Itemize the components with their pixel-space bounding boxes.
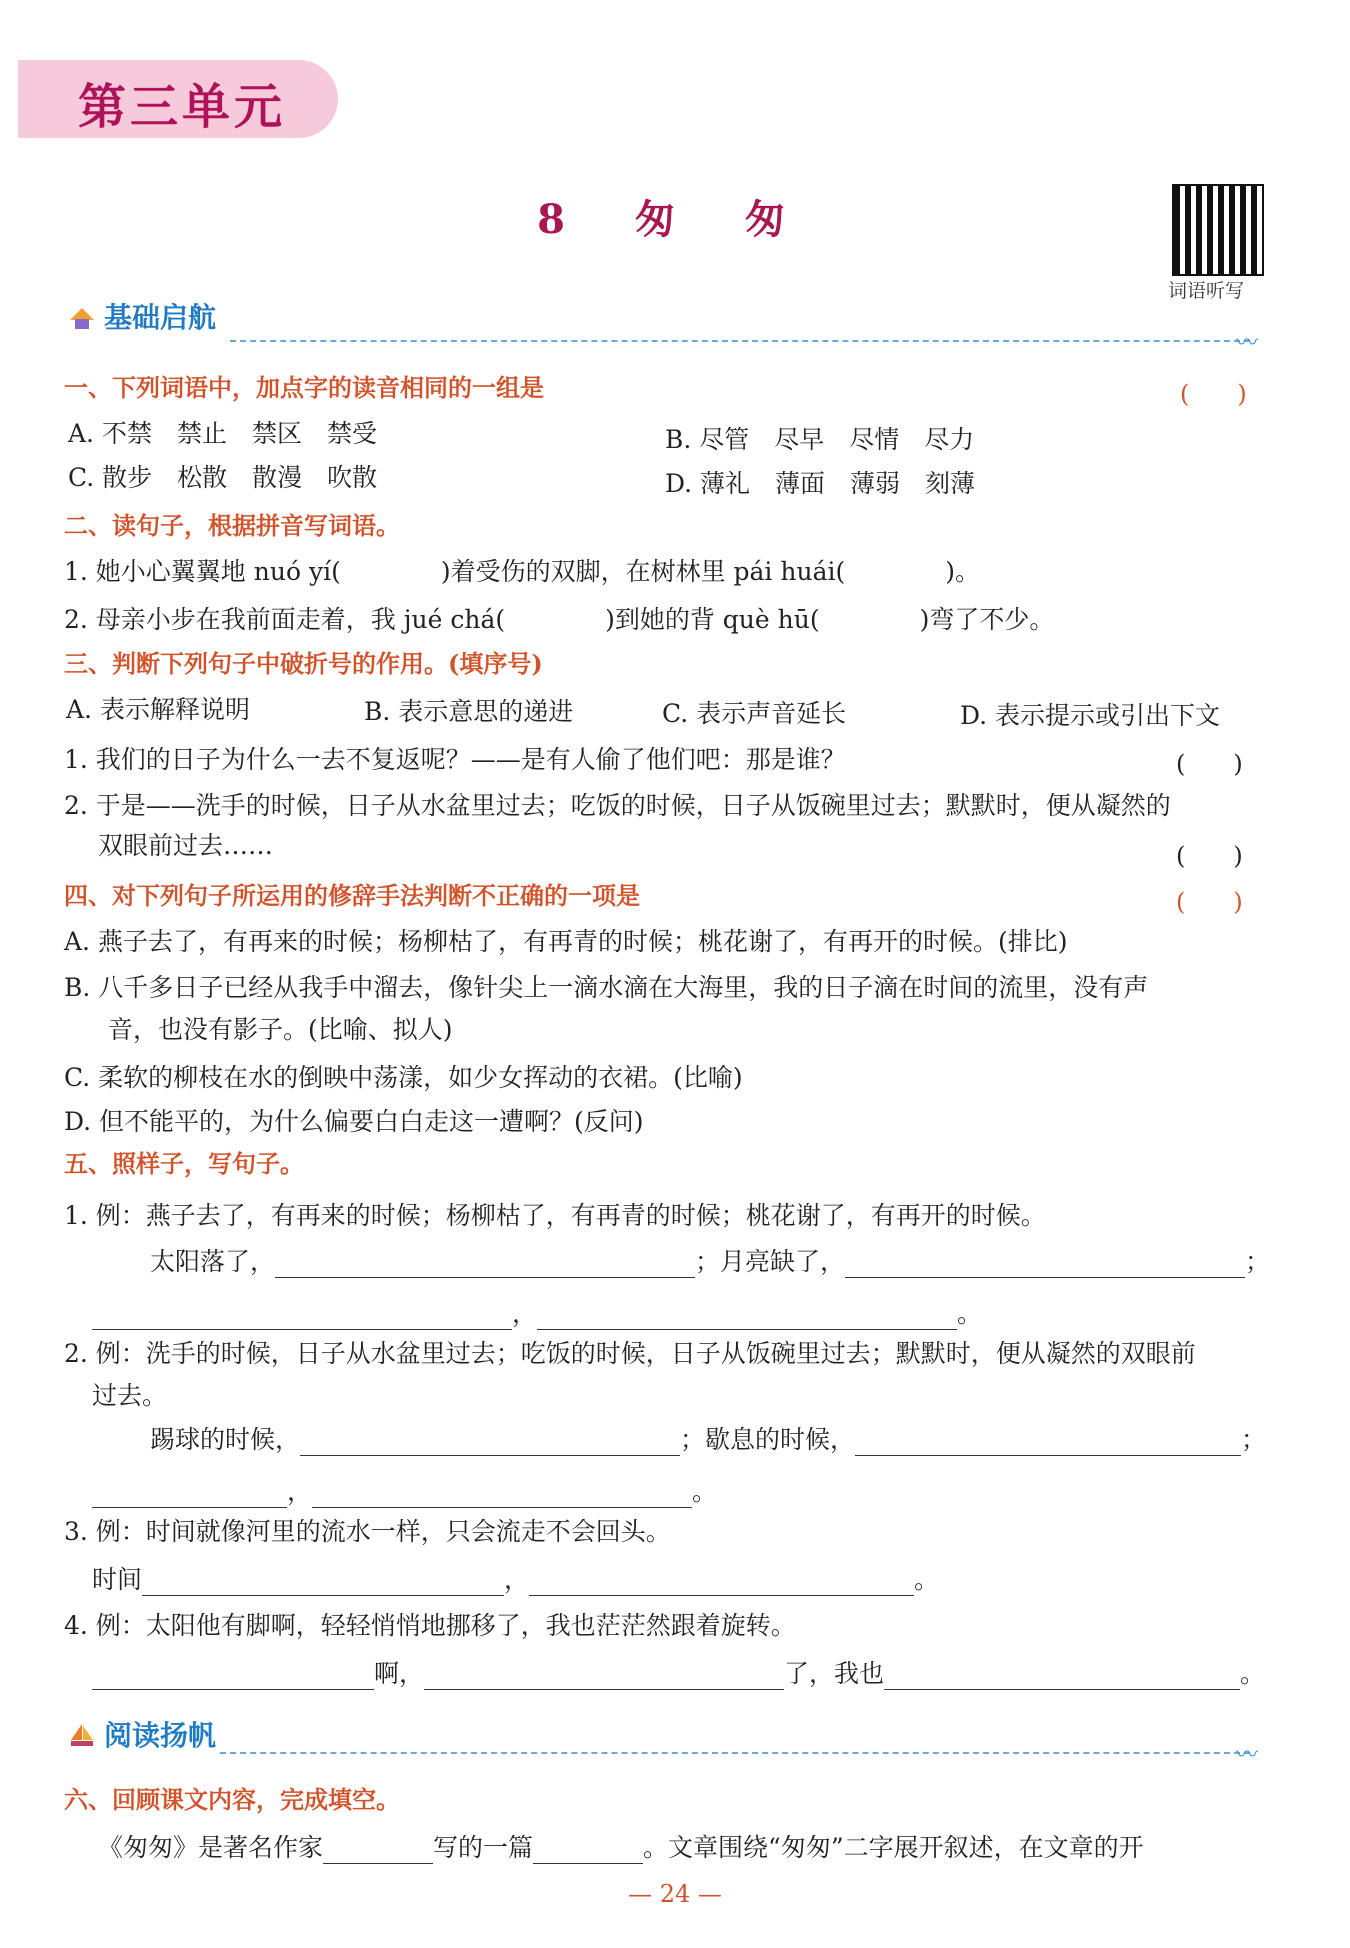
prompt-text: 太阳落了，: [150, 1247, 276, 1276]
section-heading-basic: [68, 296, 216, 336]
house-icon: [68, 304, 96, 328]
option-d: D. 但不能平的，为什么偏要白白走这一遭啊？(反问): [64, 1107, 644, 1136]
answer-blank[interactable]: [92, 1479, 287, 1508]
option-c: C. 散步 松散 散漫 吹散: [68, 463, 378, 492]
unit-banner: [18, 60, 338, 138]
sentence-3-1: 1. 我们的日子为什么一去不复返呢？——是有人偷了他们吧：那是谁？: [64, 745, 846, 774]
wave-icon: 〰: [1235, 331, 1258, 356]
sentence-3-2-cont: 双眼前过去……: [98, 831, 274, 860]
example-2: 2. 例：洗手的时候，日子从水盆里过去；吃饭的时候，日子从饭碗里过去；默默时，便从凝然的双眼前: [64, 1339, 1196, 1368]
answer-blank[interactable]: [312, 1479, 692, 1508]
lesson-title: 8 匆 匆: [537, 196, 813, 243]
prompt-text: 。文章围绕“匆匆”二字展开叙述，在文章的开: [643, 1833, 1144, 1862]
prompt-text: 踢球的时候，: [150, 1425, 301, 1454]
answer-blank[interactable]: [92, 1661, 374, 1690]
option-c: C. 柔软的柳枝在水的倒映中荡漾，如少女挥动的衣裙。(比喻): [64, 1063, 743, 1092]
option-b-cont: 音，也没有影子。(比喻、拟人): [108, 1015, 453, 1044]
section-title: 阅读扬帆: [104, 1719, 217, 1752]
answer-paren[interactable]: ( ): [1176, 842, 1243, 870]
answer-blank[interactable]: [323, 1835, 433, 1864]
prompt-text: 写的一篇: [433, 1833, 534, 1862]
qr-caption: 词语听写: [1168, 280, 1245, 302]
answer-blank[interactable]: [142, 1567, 504, 1596]
example-4: 4. 例：太阳他有脚啊，轻轻悄悄地挪移了，我也茫茫然跟着旋转。: [64, 1611, 796, 1640]
sentence-3-2: 2. 于是——洗手的时候，日子从水盆里过去；吃饭的时候，日子从饭碗里过去；默默时，便从凝然的: [64, 791, 1171, 820]
option-a: A. 表示解释说明: [66, 695, 250, 724]
question-4-heading: 四、对下列句子所运用的修辞手法判断不正确的一项是: [64, 881, 640, 910]
answer-row: 时间 ， 。: [92, 1565, 940, 1594]
divider: [220, 1752, 1250, 1754]
option-a: A. 不禁 禁止 禁区 禁受: [68, 419, 377, 448]
answer-row: 踢球的时候， ；歇息的时候， ；: [150, 1425, 1267, 1454]
question-2-heading: 二、读句子，根据拼音写词语。: [64, 511, 400, 540]
answer-blank[interactable]: [845, 1249, 1245, 1278]
qr-code-icon[interactable]: [1172, 184, 1264, 276]
example-1: 1. 例：燕子去了，有再来的时候；杨柳枯了，有再青的时候；桃花谢了，有再开的时候。: [64, 1201, 1046, 1230]
fill-in-sentence: [98, 1828, 1144, 1864]
answer-row: ， 。: [92, 1472, 717, 1508]
sailboat-icon: [68, 1722, 96, 1746]
prompt-text: ；歇息的时候，: [680, 1425, 856, 1454]
example-2-cont: 过去。: [92, 1381, 168, 1410]
answer-blank[interactable]: [424, 1661, 784, 1690]
option-a: A. 燕子去了，有再来的时候；杨柳枯了，有再青的时候；桃花谢了，有再开的时候。(排比): [64, 927, 1068, 956]
question-5-heading: 五、照样子，写句子。: [64, 1149, 304, 1178]
question-3-heading: 三、判断下列句子中破折号的作用。(填序号): [64, 649, 543, 678]
question-1-heading: 一、下列词语中，加点字的读音相同的一组是: [64, 373, 544, 402]
option-b: B. 尽管 尽早 尽情 尽力: [665, 425, 975, 454]
answer-paren[interactable]: ( ): [1176, 750, 1243, 778]
answer-blank[interactable]: [300, 1427, 680, 1456]
option-d: D. 薄礼 薄面 薄弱 刻薄: [665, 469, 976, 498]
option-b: B. 表示意思的递进: [364, 697, 574, 726]
example-3: 3. 例：时间就像河里的流水一样，只会流走不会回头。: [64, 1517, 671, 1546]
sentence-2-2: 2. 母亲小步在我前面走着，我 jué chá( )到她的背 què hū( )弯了不少。: [64, 605, 1055, 634]
answer-paren[interactable]: ( ): [1176, 888, 1243, 916]
answer-blank[interactable]: [533, 1835, 643, 1864]
unit-title: 第三单元: [78, 79, 287, 135]
option-c: C. 表示声音延长: [662, 699, 847, 728]
answer-blank[interactable]: [855, 1427, 1241, 1456]
answer-blank[interactable]: [92, 1301, 512, 1330]
prompt-text: 了，我也: [784, 1659, 885, 1688]
section-heading-reading: [68, 1714, 216, 1754]
answer-row: 太阳落了， ；月亮缺了， ；: [150, 1247, 1271, 1276]
page-number: — 24 —: [628, 1880, 722, 1908]
section-title: 基础启航: [104, 301, 217, 334]
question-6-heading: 六、回顾课文内容，完成填空。: [64, 1785, 400, 1814]
answer-blank[interactable]: [884, 1661, 1240, 1690]
wave-icon: 〰: [1235, 1743, 1258, 1768]
divider: [230, 340, 1250, 342]
sentence-2-1: 1. 她小心翼翼地 nuó yí( )着受伤的双脚，在树林里 pái huái( )。: [64, 557, 980, 586]
prompt-text: ；月亮缺了，: [695, 1247, 846, 1276]
answer-row: ， 。: [92, 1294, 982, 1330]
answer-blank[interactable]: [275, 1249, 695, 1278]
answer-paren[interactable]: ( ): [1180, 380, 1247, 408]
answer-row: 啊， 了，我也 。: [92, 1654, 1265, 1690]
option-d: D. 表示提示或引出下文: [960, 701, 1221, 730]
answer-blank[interactable]: [529, 1567, 914, 1596]
prompt-text: 《匆匆》是著名作家: [98, 1833, 324, 1862]
option-b: B. 八千多日子已经从我手中溜去，像针尖上一滴水滴在大海里，我的日子滴在时间的流里，没有声: [64, 973, 1149, 1002]
answer-blank[interactable]: [537, 1301, 957, 1330]
prompt-text: 啊，: [374, 1659, 425, 1688]
prompt-text: 时间: [92, 1565, 143, 1594]
